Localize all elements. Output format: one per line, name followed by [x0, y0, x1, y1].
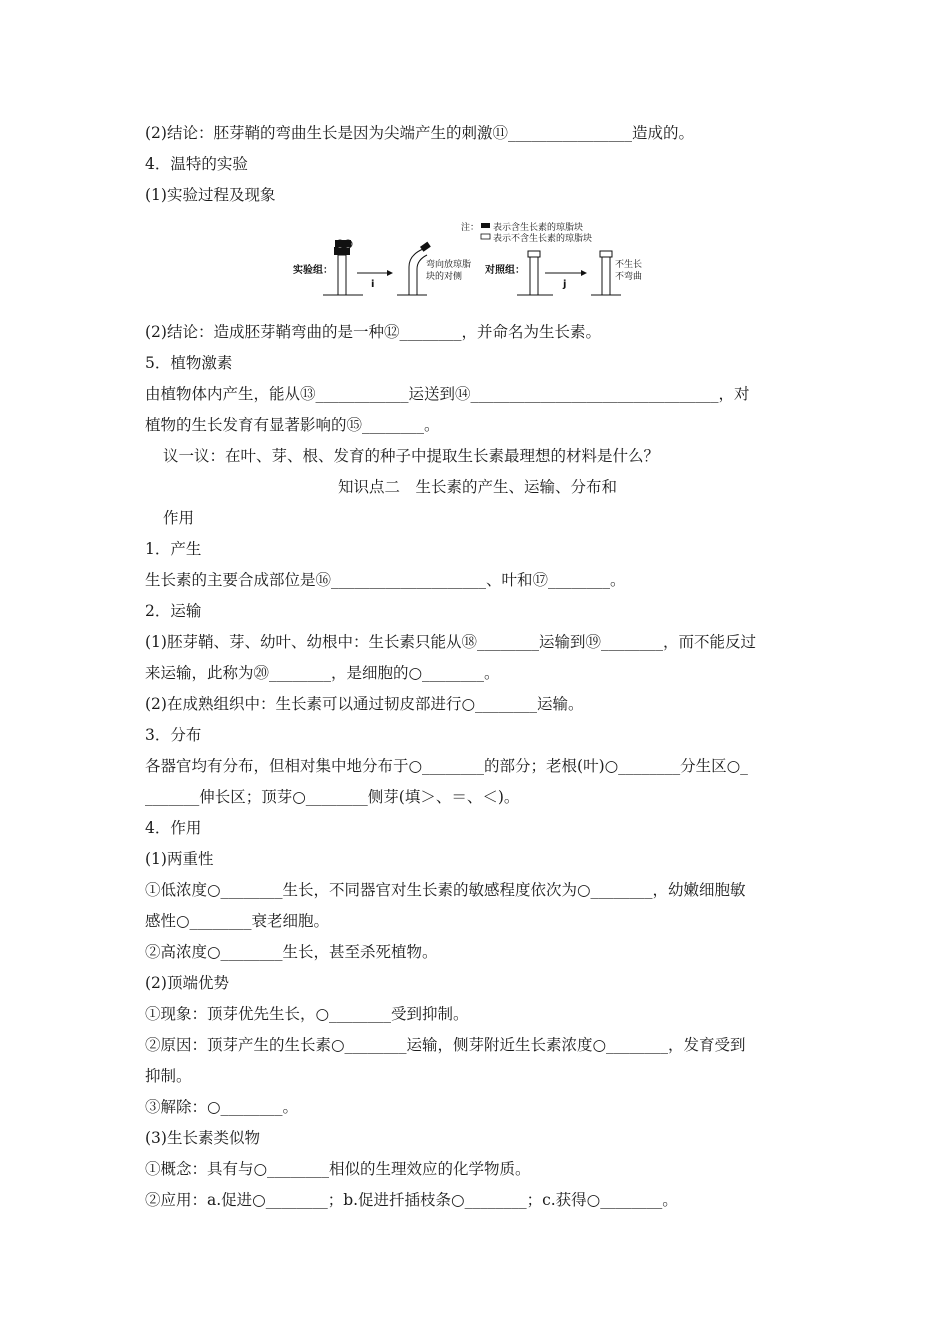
text-line: ③解除：○________。 — [145, 1098, 299, 1116]
coleoptile-with-blocks-icon — [334, 240, 352, 295]
section-heading: 2．运输 — [145, 602, 202, 620]
knowledge-point-title: 知识点二 生长素的产生、运输、分布和 — [337, 478, 617, 496]
legend-filled-text: 表示含生长素的琼脂块 — [493, 223, 584, 233]
section-heading: 5．植物激素 — [145, 354, 233, 372]
text-line: ①低浓度○________生长，不同器官对生长素的敏感程度依次为○________，幼嫩细胞敏 — [145, 881, 746, 899]
experimental-result-line1: 弯向放琼脂 — [426, 260, 472, 270]
coleoptile-empty-block-icon — [528, 251, 540, 295]
text-line: ①概念：具有与○________相似的生理效应的化学物质。 — [145, 1160, 531, 1178]
control-result-line2: 不弯曲 — [615, 272, 643, 282]
discussion-question: 议一议：在叶、芽、根、发育的种子中提取生长素最理想的材料是什么？ — [163, 447, 660, 465]
experimental-group-label: 实验组： — [293, 265, 333, 276]
text-line: 由植物体内产生，能从⑬____________运送到⑭________________________________，对 — [145, 385, 750, 403]
text-line: (1)胚芽鞘、芽、幼叶、幼根中：生长素只能从⑱________运输到⑲________，而不能反过 — [145, 633, 756, 651]
subsection-heading: (1)实验过程及现象 — [145, 186, 276, 204]
text-line: (2)在成熟组织中：生长素可以通过韧皮部进行○________运输。 — [145, 695, 584, 713]
subsection-heading: (3)生长素类似物 — [145, 1129, 260, 1147]
subsection-heading: (1)两重性 — [145, 850, 214, 868]
text-line: ②高浓度○________生长，甚至杀死植物。 — [145, 943, 438, 961]
text-line: _______伸长区；顶芽○________侧芽(填＞、＝、＜)。 — [145, 788, 520, 806]
legend-title: 注： — [461, 223, 480, 233]
text-line: ①现象：顶芽优先生长，○________受到抑制。 — [145, 1005, 469, 1023]
section-heading: 3．分布 — [145, 726, 202, 744]
control-result-line1: 不生长 — [615, 260, 643, 270]
subsection-heading: (2)顶端优势 — [145, 974, 229, 992]
text-line: 来运输，此称为⑳________，是细胞的○________。 — [145, 664, 500, 682]
text-line: (2)结论：胚芽鞘的弯曲生长是因为尖端产生的刺激⑪________________造成的。 — [145, 124, 694, 142]
knowledge-point-title-cont: 作用 — [163, 509, 195, 527]
section-heading: 1．产生 — [145, 540, 202, 558]
text-line: 感性○________衰老细胞。 — [145, 912, 330, 930]
document-page — [145, 118, 810, 1216]
text-line: (2)结论：造成胚芽鞘弯曲的是一种⑫________，并命名为生长素。 — [145, 323, 601, 341]
text-line: 各器官均有分布，但相对集中地分布于○________的部分；老根(叶)○________分生区○_ — [145, 757, 748, 775]
text-line: 生长素的主要合成部位是⑯____________________、叶和⑰________。 — [145, 571, 626, 589]
arrow-label-i: i — [371, 279, 375, 290]
text-line: 抑制。 — [145, 1067, 192, 1085]
empty-block-legend-icon — [481, 234, 490, 239]
section-heading: 4．作用 — [145, 819, 202, 837]
experiment-diagram — [145, 215, 810, 311]
experimental-result-line2: 块的对侧 — [426, 272, 463, 282]
straight-coleoptile-icon — [600, 251, 612, 295]
text-line: ②应用：a.促进○________；b.促进扦插枝条○________；c.获得○________。 — [145, 1191, 678, 1209]
arrow-label-j: j — [563, 279, 567, 290]
went-experiment-figure — [145, 215, 810, 311]
section-heading: 4．温特的实验 — [145, 155, 248, 173]
text-line: ②原因：顶芽产生的生长素○________运输，侧芽附近生长素浓度○________，发育受到 — [145, 1036, 746, 1054]
filled-block-legend-icon — [481, 223, 490, 228]
legend-empty-text: 表示不含生长素的琼脂块 — [493, 234, 593, 244]
text-line: 植物的生长发育有显著影响的⑮________。 — [145, 416, 440, 434]
control-group-label: 对照组： — [485, 265, 525, 276]
